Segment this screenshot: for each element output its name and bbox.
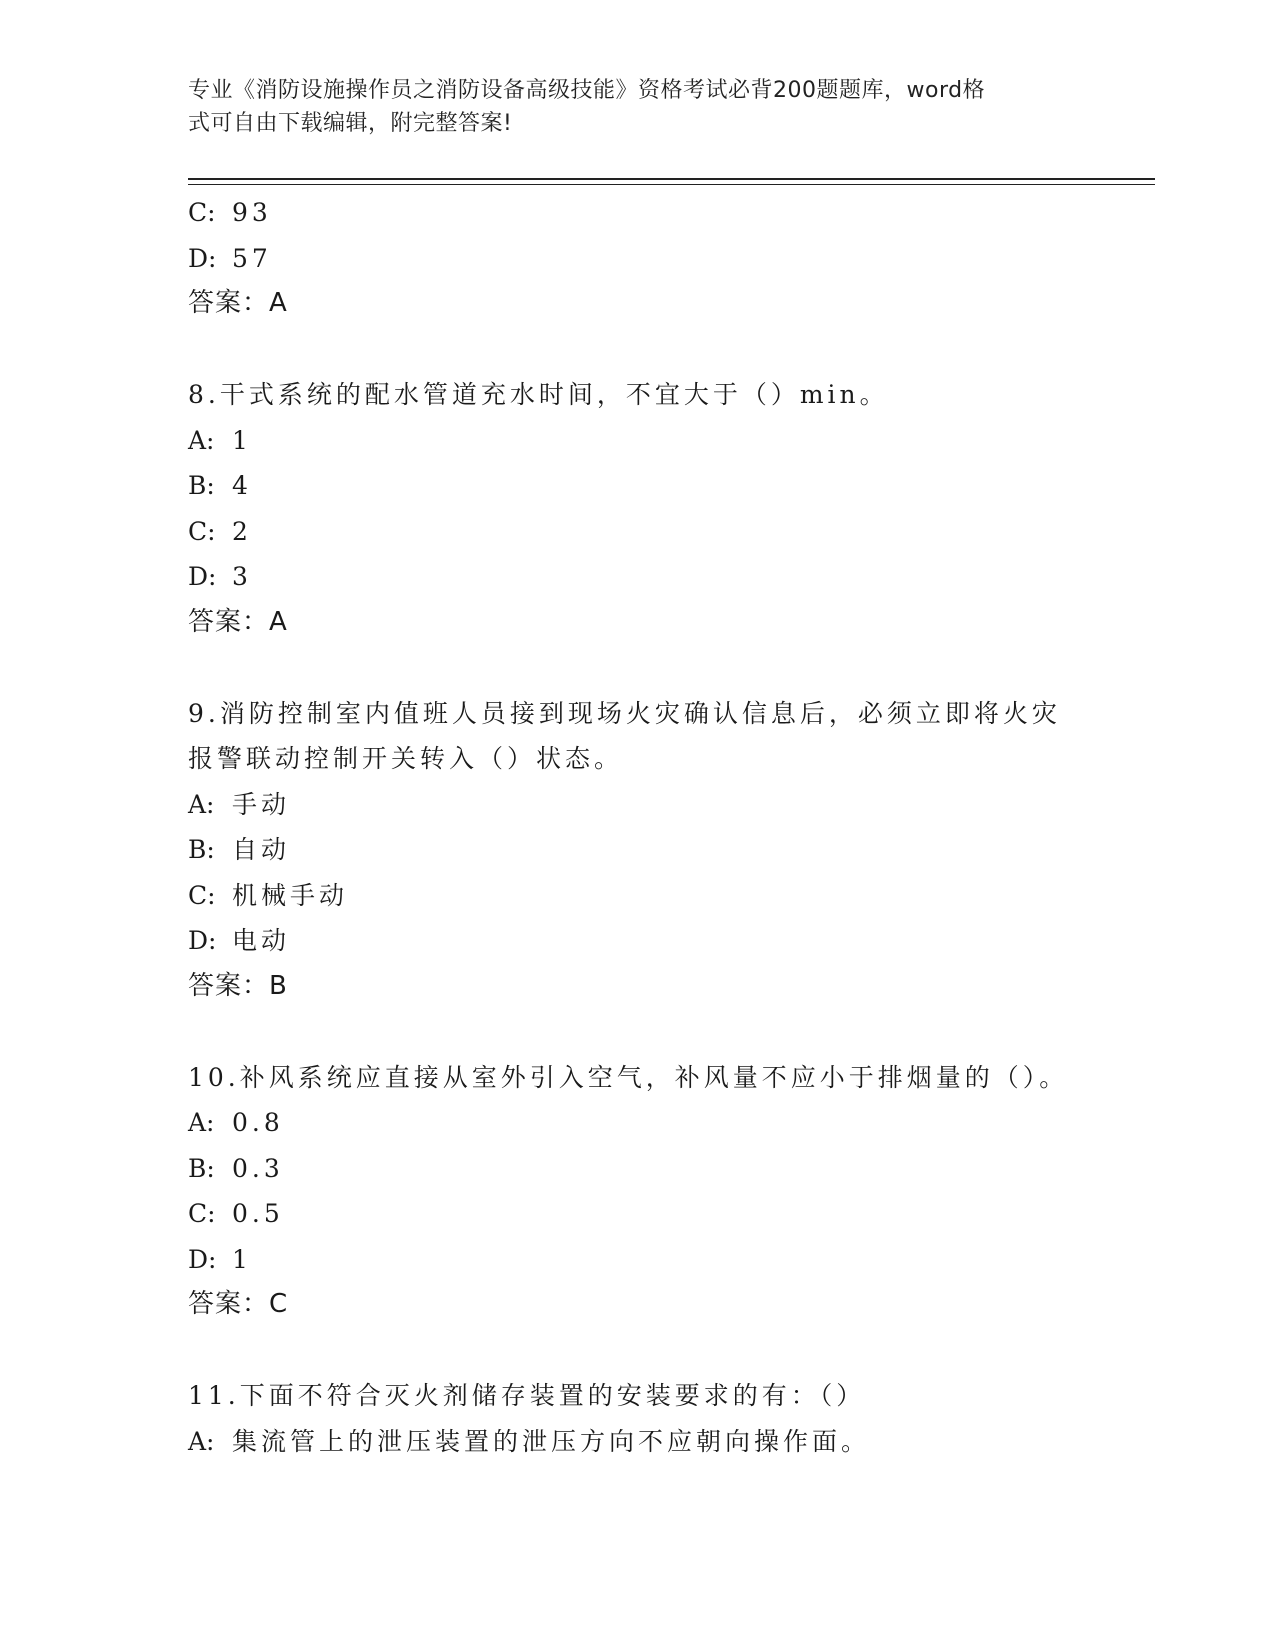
answer-line: 答案：B <box>188 970 288 1001</box>
question-list <box>188 190 1088 1464</box>
option-c: C: 0.5 <box>188 1199 284 1228</box>
option-d: D: 1 <box>188 1244 252 1274</box>
header-line-1: 专业《消防设施操作员之消防设备高级技能》资格考试必背200题题库，word格 <box>188 78 986 103</box>
option-b: B: 0.3 <box>188 1153 284 1183</box>
question-10 <box>188 1055 1088 1328</box>
option-d: D: 57 <box>188 243 272 273</box>
question-text-line-2: 报警联动控制开关转入（）状态。 <box>188 744 624 773</box>
answer-line: 答案：A <box>188 606 288 637</box>
option-a: A: 1 <box>188 425 252 455</box>
question-9 <box>188 691 1088 1010</box>
question-8 <box>188 372 1088 645</box>
header-rule-thick <box>188 178 1155 180</box>
question-fragment <box>188 190 1088 327</box>
question-text: 10.补风系统应直接从室外引入空气，补风量不应小于排烟量的（）。 <box>188 1062 1069 1092</box>
answer-line: 答案：A <box>188 288 288 318</box>
header-line-2: 式可自由下载编辑，附完整答案! <box>188 111 513 136</box>
question-11 <box>188 1373 1088 1464</box>
question-text: 11.下面不符合灭火剂储存装置的安装要求的有：（） <box>188 1381 866 1410</box>
document-header <box>188 74 1068 140</box>
option-d: D: 3 <box>188 562 252 591</box>
option-d: D: 电动 <box>188 926 291 955</box>
option-a: A: 手动 <box>188 789 291 819</box>
option-b: B: 4 <box>188 471 252 500</box>
answer-line: 答案：C <box>188 1289 289 1319</box>
question-text-line-1: 9.消防控制室内值班人员接到现场火灾确认信息后，必须立即将火灾 <box>188 698 1061 728</box>
option-a: A: 0.8 <box>188 1108 284 1137</box>
option-b: B: 自动 <box>188 835 291 864</box>
option-c: C: 93 <box>188 198 272 227</box>
header-rule-thin <box>188 184 1155 185</box>
option-c: C: 2 <box>188 516 252 546</box>
question-text: 8.干式系统的配水管道充水时间，不宜大于（）min。 <box>188 380 889 409</box>
option-c: C: 机械手动 <box>188 880 349 910</box>
option-a: A: 集流管上的泄压装置的泄压方向不应朝向操作面。 <box>188 1426 871 1456</box>
